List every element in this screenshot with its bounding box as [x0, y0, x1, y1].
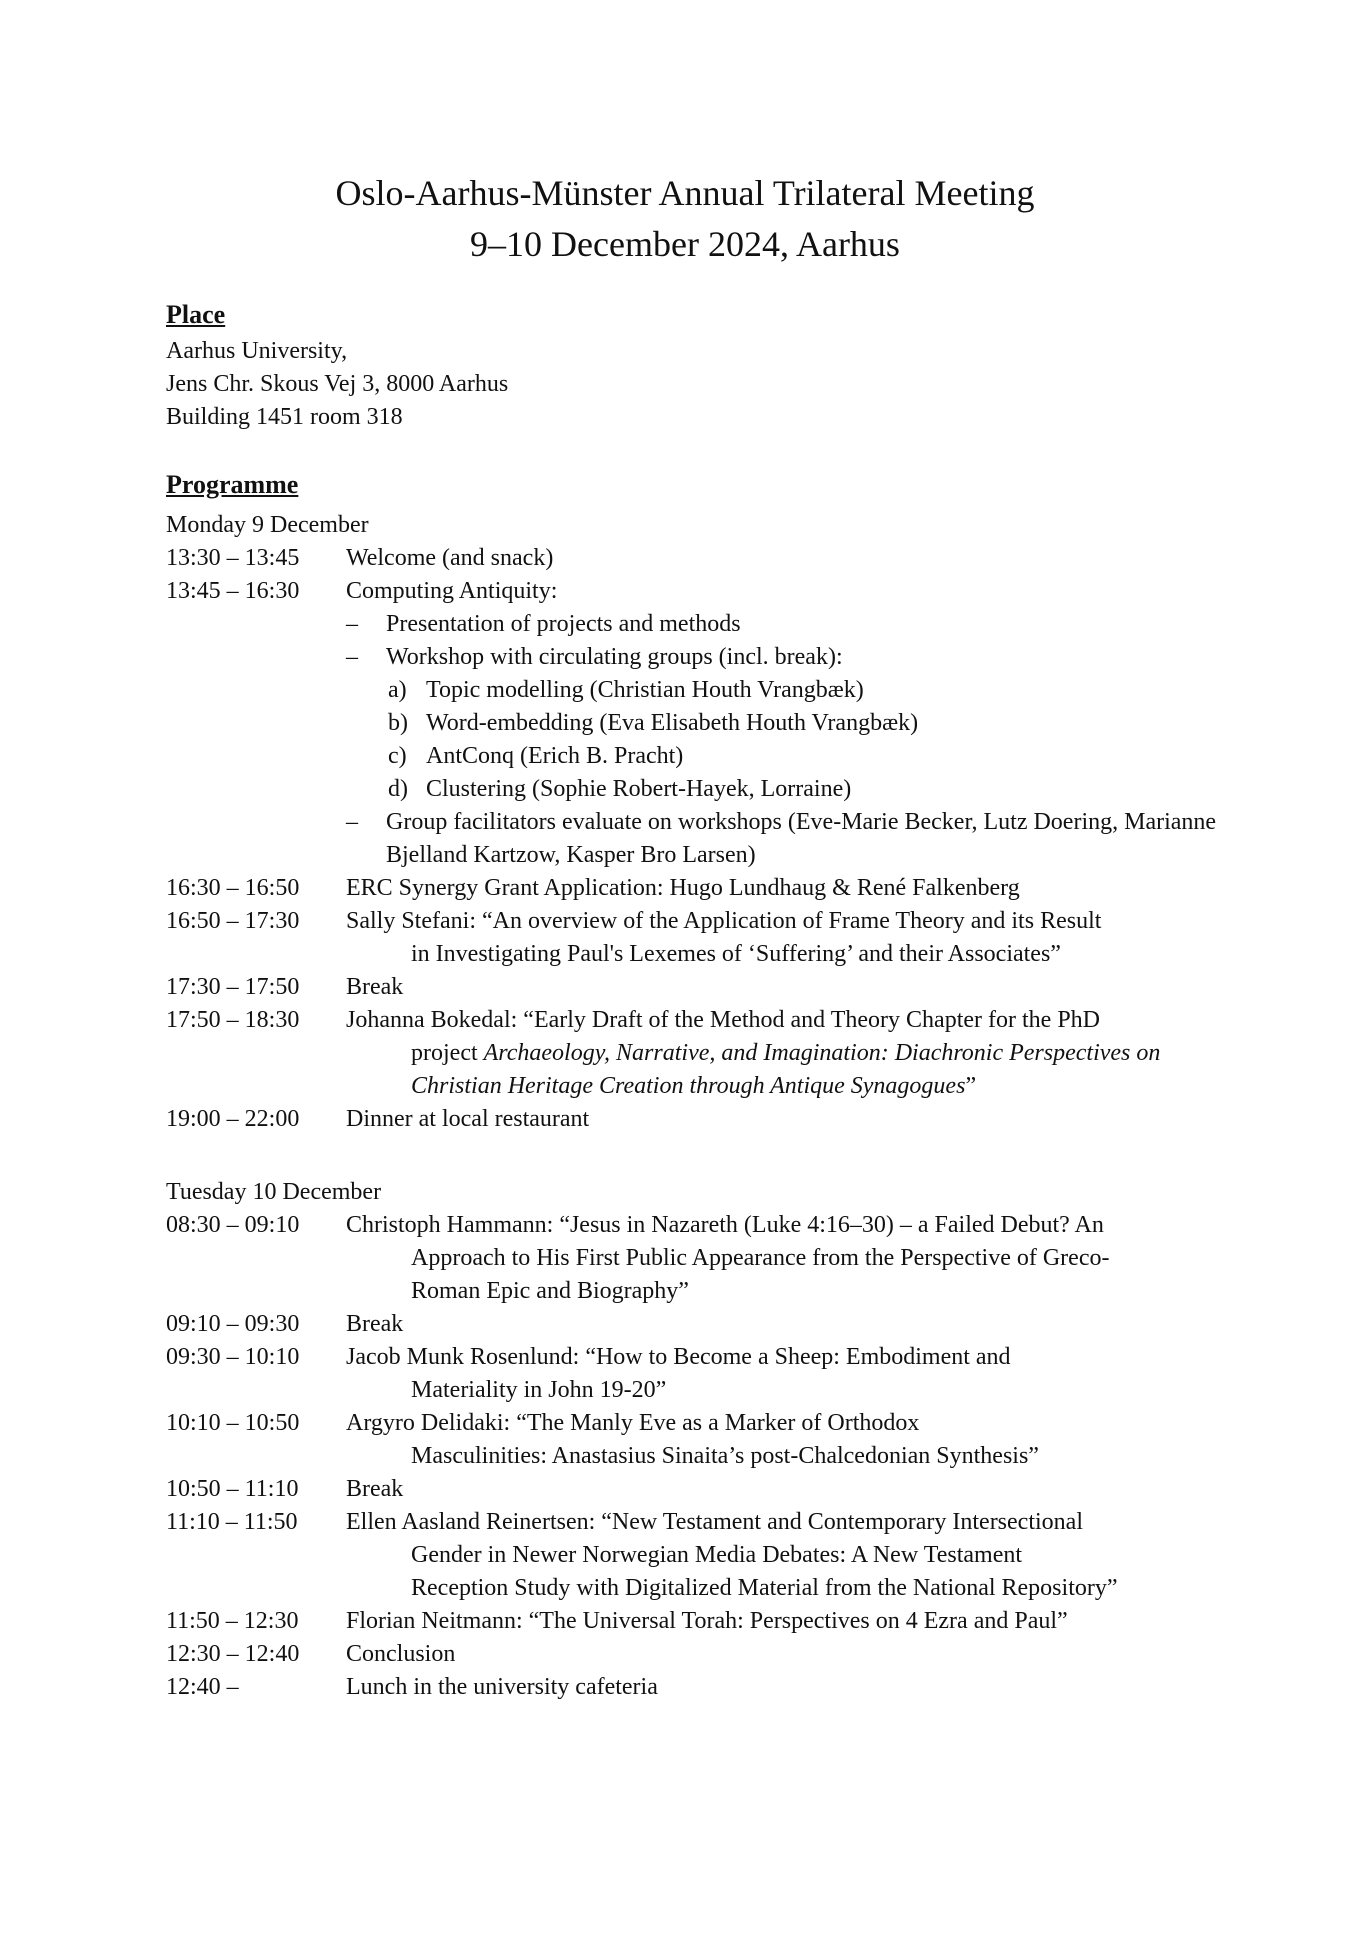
session-text-line: Gender in Newer Norwegian Media Debates: A New Testament — [411, 1542, 1023, 1568]
time-slot: 12:40 – — [166, 1674, 239, 1700]
time-slot: 10:10 – 10:50 — [166, 1410, 300, 1436]
session-text-line: in Investigating Paul's Lexemes of ‘Suffering’ and their Associates” — [411, 941, 1061, 967]
session-text — [346, 1506, 1276, 1605]
time-slot: 12:30 – 12:40 — [166, 1641, 300, 1667]
session-text — [346, 1004, 1276, 1103]
bullet-text: Group facilitators evaluate on workshops (Eve-Marie Becker, Lutz Doering, Marianne Bjelland Kartzow, Kasper Bro Larsen) — [386, 809, 1217, 868]
session-text-line — [346, 1070, 1276, 1103]
session-text: Break — [346, 1311, 404, 1337]
programme-heading: Programme — [166, 470, 299, 499]
place-line-2: Jens Chr. Skous Vej 3, 8000 Aarhus — [166, 371, 509, 397]
session-text: Break — [346, 1476, 404, 1502]
session-text-line: Christoph Hammann: “Jesus in Nazareth (Luke 4:16–30) – a Failed Debut? An — [346, 1212, 1104, 1238]
sub-text: Word-embedding (Eva Elisabeth Houth Vrangbæk) — [426, 710, 919, 736]
tuesday-heading: Tuesday 10 December — [166, 1179, 382, 1205]
session-text — [346, 1341, 1276, 1407]
time-slot: 13:45 – 16:30 — [166, 578, 300, 604]
time-slot: 09:30 – 10:10 — [166, 1344, 300, 1370]
time-slot: 17:50 – 18:30 — [166, 1007, 300, 1033]
time-slot: 16:30 – 16:50 — [166, 875, 300, 901]
session-text-line: Approach to His First Public Appearance from the Perspective of Greco- — [411, 1245, 1110, 1271]
session-text: Computing Antiquity: — [346, 578, 558, 604]
time-slot: 11:50 – 12:30 — [166, 1608, 299, 1634]
session-text-line: Masculinities: Anastasius Sinaita’s post-Chalcedonian Synthesis” — [411, 1443, 1039, 1469]
bullet-dash: – — [346, 644, 358, 670]
session-text: Welcome (and snack) — [346, 545, 554, 571]
session-text-line: Materiality in John 19-20” — [411, 1377, 667, 1403]
session-text — [346, 1209, 1276, 1308]
project-title-cont: Christian Heritage Creation through Antique Synagogues — [411, 1073, 966, 1099]
time-slot: 13:30 – 13:45 — [166, 545, 300, 571]
sub-marker: a) — [388, 677, 407, 703]
sub-text: Clustering (Sophie Robert-Hayek, Lorraine) — [426, 776, 852, 802]
sub-marker: d) — [388, 776, 408, 802]
time-slot: 09:10 – 09:30 — [166, 1311, 300, 1337]
place-line-3: Building 1451 room 318 — [166, 404, 403, 430]
session-text — [346, 1407, 1276, 1473]
place-heading: Place — [166, 300, 226, 329]
sub-text: AntConq (Erich B. Pracht) — [426, 743, 684, 769]
place-line-1: Aarhus University, — [166, 338, 348, 364]
meeting-date-location: 9–10 December 2024, Aarhus — [470, 224, 900, 264]
session-text-line: Jacob Munk Rosenlund: “How to Become a Sheep: Embodiment and — [346, 1344, 1011, 1370]
session-text: ERC Synergy Grant Application: Hugo Lundhaug & René Falkenberg — [346, 875, 1020, 901]
sub-marker: c) — [388, 743, 407, 769]
session-text-line — [346, 1037, 1276, 1070]
session-text-line: Johanna Bokedal: “Early Draft of the Method and Theory Chapter for the PhD — [346, 1007, 1101, 1033]
session-text-segment: project — [411, 1040, 484, 1066]
closing-quote: ” — [965, 1073, 977, 1099]
time-slot: 16:50 – 17:30 — [166, 908, 300, 934]
time-slot: 17:30 – 17:50 — [166, 974, 300, 1000]
session-text-line: Sally Stefani: “An overview of the Application of Frame Theory and its Result — [346, 908, 1102, 934]
session-text — [346, 905, 1276, 971]
session-text-line: Reception Study with Digitalized Material from the National Repository” — [411, 1575, 1118, 1601]
bullet-item — [346, 806, 1286, 872]
session-text: Dinner at local restaurant — [346, 1106, 590, 1132]
project-title: Archaeology, Narrative, and Imagination: Diachronic Perspectives on — [483, 1040, 1161, 1066]
sub-text: Topic modelling (Christian Houth Vrangbæk) — [426, 677, 864, 703]
meeting-title: Oslo-Aarhus-Münster Annual Trilateral Meeting — [335, 173, 1035, 213]
sub-marker: b) — [388, 710, 408, 736]
time-slot: 10:50 – 11:10 — [166, 1476, 299, 1502]
session-text-line: Argyro Delidaki: “The Manly Eve as a Marker of Orthodox — [346, 1410, 920, 1436]
time-slot: 11:10 – 11:50 — [166, 1509, 298, 1535]
bullet-dash: – — [346, 809, 358, 835]
time-slot: 08:30 – 09:10 — [166, 1212, 300, 1238]
session-text: Lunch in the university cafeteria — [346, 1674, 658, 1700]
session-text-line: Roman Epic and Biography” — [411, 1278, 689, 1304]
bullet-text: Workshop with circulating groups (incl. break): — [386, 644, 843, 670]
time-slot: 19:00 – 22:00 — [166, 1106, 300, 1132]
session-text: Conclusion — [346, 1641, 456, 1667]
bullet-text: Presentation of projects and methods — [386, 611, 741, 637]
bullet-dash: – — [346, 611, 358, 637]
monday-heading: Monday 9 December — [166, 512, 369, 538]
session-text-line: Ellen Aasland Reinertsen: “New Testament and Contemporary Intersectional — [346, 1509, 1083, 1535]
session-text: Florian Neitmann: “The Universal Torah: Perspectives on 4 Ezra and Paul” — [346, 1608, 1068, 1634]
session-text: Break — [346, 974, 404, 1000]
